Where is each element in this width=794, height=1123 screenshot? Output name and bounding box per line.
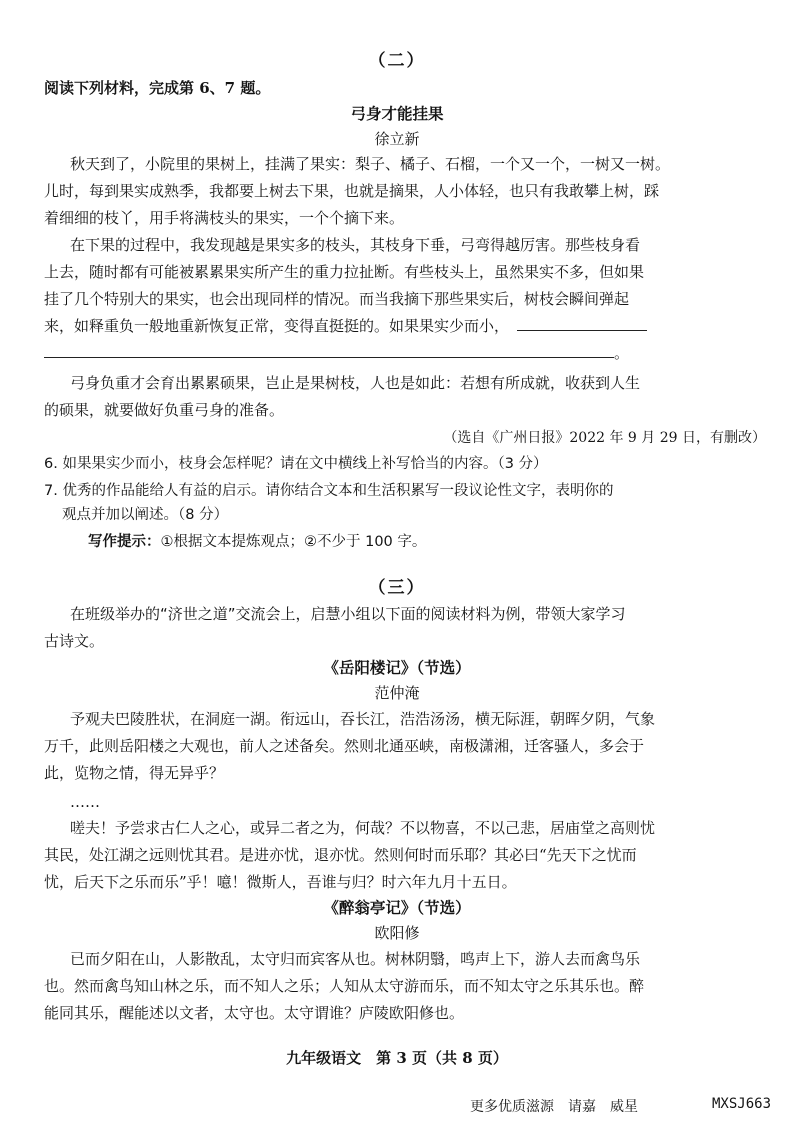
- promo-code: MXSJ663: [712, 1096, 772, 1112]
- passage-line: 予观夫巴陵胜状，在洞庭一湖。衔远山，吞长江，浩浩汤汤，横无际涯，朝晖夕阴，气象: [70, 710, 656, 728]
- article-title: 弓身才能挂果: [350, 104, 444, 123]
- question-6: 6. 如果果实少而小，枝身会怎样呢？请在文中横线上补写恰当的内容。（3 分）: [44, 456, 548, 472]
- article-line: 上去，随时都有可能被累累果实所产生的重力拉扯断。有些枝头上，虽然果实不多，但如果: [44, 263, 645, 281]
- article-line: 弓身负重才会育出累累硕果，岂止是果树枝，人也是如此：若想有所成就，收获到人生: [70, 374, 641, 392]
- work-2-author: 欧阳修: [374, 924, 420, 942]
- article-line: 儿时，每到果实成熟季，我都要上树去下果，也就是摘果，人小体轻，也只有我敢攀上树，踩: [44, 182, 660, 200]
- article-line-with-blank: [44, 315, 647, 337]
- article-line-text: 来，如释重负一般地重新恢复正常，变得直挺挺的。如果果实少而小，: [44, 317, 510, 335]
- blank-period: 。: [614, 344, 630, 362]
- writing-hint: [88, 531, 426, 553]
- answer-blank-line: [44, 342, 629, 364]
- article-author: 徐立新: [374, 130, 420, 148]
- question-7-cont: 观点并加以阐述。（8 分）: [62, 507, 229, 523]
- section-3-heading: （三）: [368, 578, 426, 598]
- work-1-author: 范仲淹: [374, 684, 420, 702]
- passage-line: 此，览物之情，得无异乎？: [44, 764, 225, 782]
- reading-instruction: 阅读下列材料，完成第 6、7 题。: [44, 79, 271, 97]
- article-line: 的硕果，就要做好负重弓身的准备。: [44, 401, 285, 419]
- writing-hint-text: ①根据文本提炼观点；②不少于 100 字。: [160, 534, 427, 550]
- writing-hint-label: 写作提示：: [88, 534, 161, 550]
- article-line: 挂了几个特别大的果实，也会出现同样的情况。而当我摘下那些果实后，树枝会瞬间弹起: [44, 290, 630, 308]
- work-1-title: 《岳阳楼记》（节选）: [323, 658, 471, 677]
- passage-line: 能同其乐，醒能述以文者，太守也。太守谓谁？庐陵欧阳修也。: [44, 1004, 465, 1022]
- passage-line: 也。然而禽鸟知山林之乐，而不知人之乐；人知从太守游而乐，而不知太守之乐其乐也。醉: [44, 977, 645, 995]
- article-line: 在下果的过程中，我发现越是果实多的枝头，其枝身下垂，弓弯得越厉害。那些枝身看: [70, 236, 641, 254]
- section-2-heading: （二）: [368, 51, 426, 71]
- article-line: 着细细的枝丫，用手将满枝头的果实，一个个摘下来。: [44, 209, 405, 227]
- answer-blank[interactable]: [44, 343, 614, 358]
- passage-ellipsis: ……: [70, 793, 100, 811]
- question-7: 7. 优秀的作品能给人有益的启示。请你结合文本和生活积累写一段议论性文字，表明你的: [44, 483, 614, 499]
- work-2-title: 《醉翁亭记》（节选）: [323, 898, 471, 917]
- passage-line: 嗟夫！予尝求古仁人之心，或异二者之为，何哉？不以物喜，不以己悲，居庙堂之高则忧: [70, 819, 656, 837]
- passage-line: 已而夕阳在山，人影散乱，太守归而宾客从也。树林阴翳，鸣声上下，游人去而禽鸟乐: [70, 950, 641, 968]
- passage-line: 忧，后天下之乐而乐”乎！噫！微斯人，吾谁与归？时六年九月十五日。: [44, 873, 517, 891]
- passage-line: 万千，此则岳阳楼之大观也，前人之述备矣。然则北通巫峡，南极潇湘，迁客骚人，多会于: [44, 737, 645, 755]
- promo-text: 更多优质滋源 请嘉 威星: [470, 1099, 638, 1115]
- answer-blank[interactable]: [517, 316, 647, 331]
- article-source: （选自《广州日报》2022 年 9 月 29 日，有删改）: [443, 430, 766, 446]
- section-3-intro: 在班级举办的“济世之道”交流会上，启慧小组以下面的阅读材料为例，带领大家学习: [70, 605, 626, 623]
- article-line: 秋天到了，小院里的果树上，挂满了果实：梨子、橘子、石榴，一个又一个，一树又一树。: [70, 155, 671, 173]
- page-footer: 九年级语文 第 3 页（共 8 页）: [286, 1049, 508, 1067]
- passage-line: 其民，处江湖之远则忧其君。是进亦忧，退亦忧。然则何时而乐耶？其必曰“先天下之忧而: [44, 846, 637, 864]
- section-3-intro: 古诗文。: [44, 632, 105, 650]
